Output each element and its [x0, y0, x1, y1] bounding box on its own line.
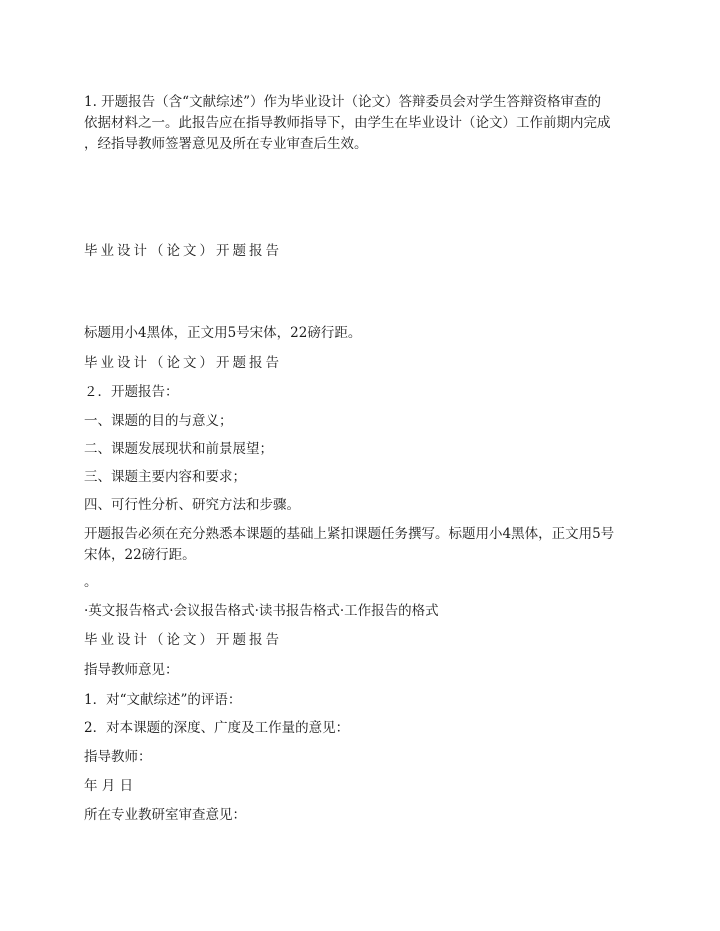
stray-period: 。	[84, 574, 98, 590]
requirement-paragraph	[84, 524, 644, 566]
advisor-signature-label: 指导教师：	[84, 749, 152, 765]
instruction-paragraph	[84, 92, 644, 155]
instruction-line-1: 1. 开题报告（含“文献综述”）作为毕业设计（论文）答辩委员会对学生答辩资格审查的	[84, 94, 601, 110]
report-heading-repeat-2: 毕业设计（论文）开题报告	[84, 632, 282, 648]
related-links[interactable]: ·英文报告格式·会议报告格式·读书报告格式·工作报告的格式	[84, 603, 439, 619]
department-opinion-label: 所在专业教研室审查意见：	[84, 807, 246, 823]
requirement-line-1: 开题报告必须在充分熟悉本课题的基础上紧扣课题任务撰写。标题用小4黑体，正文用5号	[84, 526, 615, 542]
outline-item-4: 四、可行性分析、研究方法和步骤。	[84, 497, 300, 513]
section-2-title: ２．开题报告：	[84, 384, 179, 400]
advisor-opinion-label: 指导教师意见：	[84, 662, 179, 678]
instruction-line-2: 依据材料之一。此报告应在指导教师指导下，由学生在毕业设计（论文）工作前期内完成	[84, 115, 611, 131]
advisor-item-2: 2．对本课题的深度、广度及工作量的意见：	[84, 720, 350, 736]
report-heading-repeat-1: 毕业设计（论文）开题报告	[84, 355, 282, 371]
date-line: 年 月 日	[84, 778, 134, 794]
report-heading-main: 毕业设计（论文）开题报告	[84, 243, 282, 259]
requirement-line-2: 宋体，22磅行距。	[84, 547, 196, 563]
format-note: 标题用小4黑体，正文用5号宋体，22磅行距。	[84, 325, 362, 341]
advisor-item-1: 1．对“文献综述”的评语：	[84, 692, 242, 708]
outline-item-1: 一、课题的目的与意义；	[84, 413, 233, 429]
outline-item-2: 二、课题发展现状和前景展望；	[84, 441, 273, 457]
outline-item-3: 三、课题主要内容和要求；	[84, 469, 246, 485]
instruction-line-3: ，经指导教师签署意见及所在专业审查后生效。	[84, 136, 368, 152]
